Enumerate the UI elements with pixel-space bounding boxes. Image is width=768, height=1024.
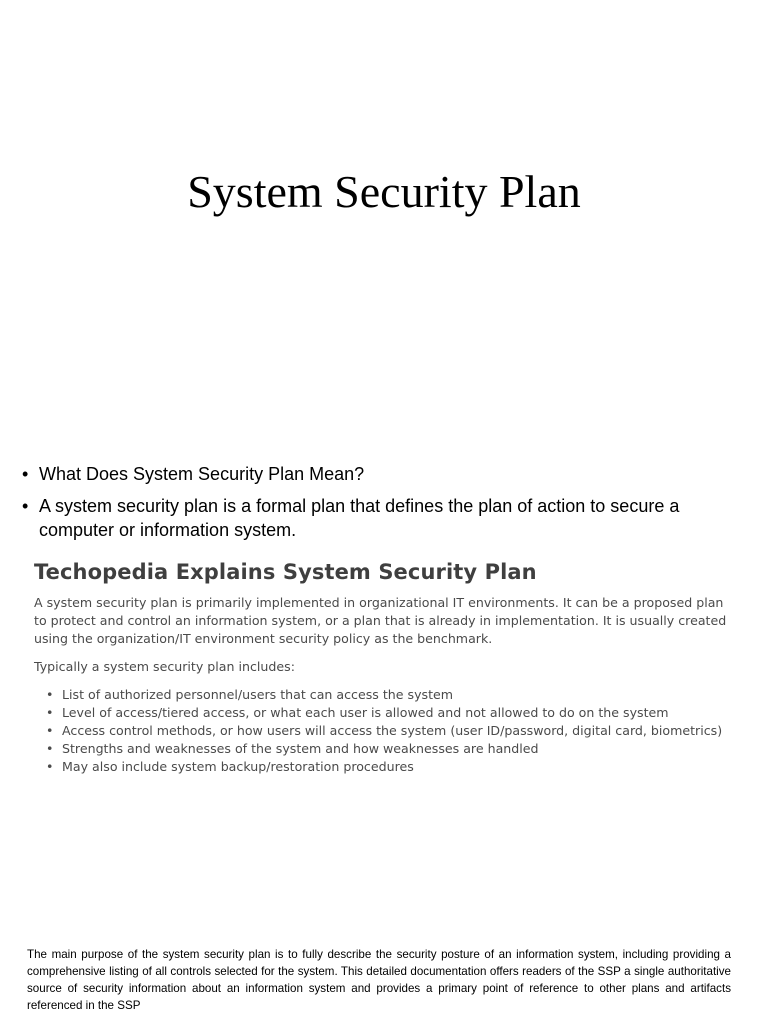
list-item <box>34 704 734 722</box>
bullet-item <box>22 494 742 542</box>
slide-title: System Security Plan <box>187 166 581 217</box>
bullet-dot-icon: • <box>22 496 29 516</box>
excerpt-heading: Techopedia Explains System Security Plan <box>34 560 537 584</box>
list-item-text: May also include system backup/restoration procedures <box>62 759 414 774</box>
bullet-item <box>22 462 742 486</box>
bullet-text: What Does System Security Plan Mean? <box>39 464 365 484</box>
list-item <box>34 758 734 776</box>
bullet-dot-icon: • <box>46 759 54 774</box>
bullet-text: A system security plan is a formal plan that defines the plan of action to secure a computer or information system. <box>39 496 680 540</box>
excerpt-paragraph: A system security plan is primarily implemented in organizational IT environments. It can be a proposed plan to protect and control an information system, or a plan that is already in implementation. It is usually created using the organization/IT environment security policy as the benchmark. <box>34 595 727 646</box>
list-item <box>34 686 734 704</box>
bullet-dot-icon: • <box>46 741 54 756</box>
techopedia-excerpt <box>34 556 734 776</box>
definition-bullets <box>22 462 742 550</box>
bullet-dot-icon: • <box>46 687 54 702</box>
footer-paragraph: The main purpose of the system security plan is to fully describe the security posture of an information system, including providing a comprehensive listing of all controls selected for the system. This detailed documentation offers readers of the SSP a single authoritative source of security information about an information system and provides a primary point of reference to other plans and artifacts referenced in the SSP <box>27 948 731 1012</box>
list-item-text: Strengths and weaknesses of the system and how weaknesses are handled <box>62 741 539 756</box>
excerpt-intro: Typically a system security plan includes: <box>34 659 295 674</box>
bullet-dot-icon: • <box>46 705 54 720</box>
list-item <box>34 722 734 740</box>
list-item-text: List of authorized personnel/users that can access the system <box>62 687 454 702</box>
excerpt-list <box>34 686 734 776</box>
list-item-text: Level of access/tiered access, or what each user is allowed and not allowed to do on the system <box>62 705 669 720</box>
list-item <box>34 740 734 758</box>
bullet-dot-icon: • <box>46 723 54 738</box>
list-item-text: Access control methods, or how users will access the system (user ID/password, digital card, biometrics) <box>62 723 723 738</box>
bullet-dot-icon: • <box>22 464 29 484</box>
